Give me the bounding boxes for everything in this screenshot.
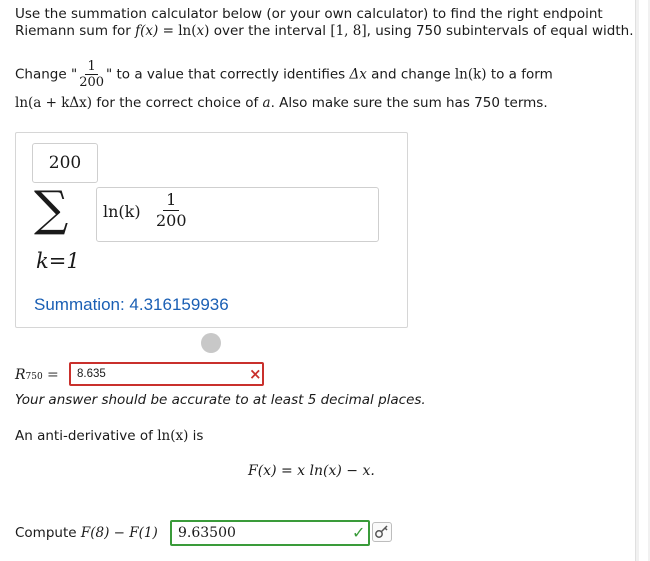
fraction-denominator: 200 (79, 75, 105, 90)
intro-text-2c: , using 750 subintervals of equal width. (366, 23, 634, 39)
delta-x: Δx (349, 66, 367, 83)
compute-label: Compute (15, 525, 81, 541)
riemann-subscript: 750 (25, 372, 43, 382)
change-mid2: and change (366, 66, 455, 83)
answer2-input[interactable] (170, 520, 370, 546)
key-icon (373, 523, 391, 541)
summand-denominator: 200 (156, 211, 187, 230)
ln-k: ln(k) (454, 66, 487, 83)
answer1-input[interactable] (69, 362, 264, 386)
scrollbar[interactable] (635, 0, 650, 561)
change-mid: " to a value that correctly identifies (106, 66, 350, 83)
var-a: a (262, 95, 271, 111)
change-suffix: to a form (486, 66, 553, 83)
scrollbar-thumb[interactable] (639, 0, 648, 561)
ln-x: ln(x) (157, 428, 189, 444)
change-prefix: Change " (15, 66, 78, 83)
fraction-numerator: 1 (87, 59, 96, 74)
function-var: x (196, 23, 205, 39)
lower-limit-value: k=1 (36, 249, 80, 273)
answer1-feedback: Your answer should be accurate to at least 5 decimal places. (15, 392, 426, 408)
summand-ln-k: ln(k) (103, 202, 141, 221)
answer1-label (15, 366, 59, 386)
antiderivative-formula: F(x) = x ln(x) − x. (248, 463, 375, 479)
antiderivative-text-b: is (188, 428, 204, 444)
function-name: f(x) (135, 23, 159, 39)
sigma-icon: ∑ (34, 181, 69, 237)
riemann-label: R (15, 367, 26, 383)
key-icon-button[interactable] (372, 522, 392, 542)
intro-line-1 (15, 5, 603, 23)
antiderivative-line (15, 427, 203, 445)
interval: [1, 8] (330, 23, 367, 39)
incorrect-icon: × (249, 365, 262, 383)
summand-fraction (153, 192, 190, 229)
upper-limit-input[interactable] (32, 143, 98, 183)
change-line-2 (15, 94, 548, 112)
summand-numerator: 1 (163, 192, 179, 211)
compute-expression: F(8) − F(1) (80, 525, 158, 541)
intro-text-2a: Riemann sum for (15, 23, 136, 39)
function-close: ) (204, 23, 210, 39)
summation-result: Summation: 4.316159936 (34, 295, 229, 314)
answer1-value: 8.635 (77, 368, 106, 380)
intro-line-2 (15, 22, 634, 40)
intro-text-1: Use the summation calculator below (or your own calculator) to find the right endpoint (15, 6, 603, 22)
function-eq: = ln( (158, 23, 197, 39)
riemann-equals: = (47, 367, 59, 383)
summand-input[interactable] (96, 187, 379, 242)
upper-limit-value: 200 (48, 153, 82, 173)
summation-calculator (15, 132, 408, 328)
drag-handle-dot[interactable] (201, 333, 221, 353)
correct-icon: ✓ (352, 523, 366, 542)
change-line2-a: for the correct choice of (92, 95, 263, 111)
intro-text-2b: over the interval (209, 23, 331, 39)
answer2-label (15, 524, 158, 542)
change-fraction (77, 60, 106, 89)
change-line-1 (15, 60, 553, 89)
antiderivative-text-a: An anti-derivative of (15, 428, 158, 444)
change-line2-b: . Also make sure the sum has 750 terms. (270, 95, 548, 111)
ln-a-k-delta-x: ln(a + kΔx) (15, 95, 93, 111)
answer2-value: 9.63500 (178, 525, 236, 541)
lower-limit (36, 249, 80, 273)
